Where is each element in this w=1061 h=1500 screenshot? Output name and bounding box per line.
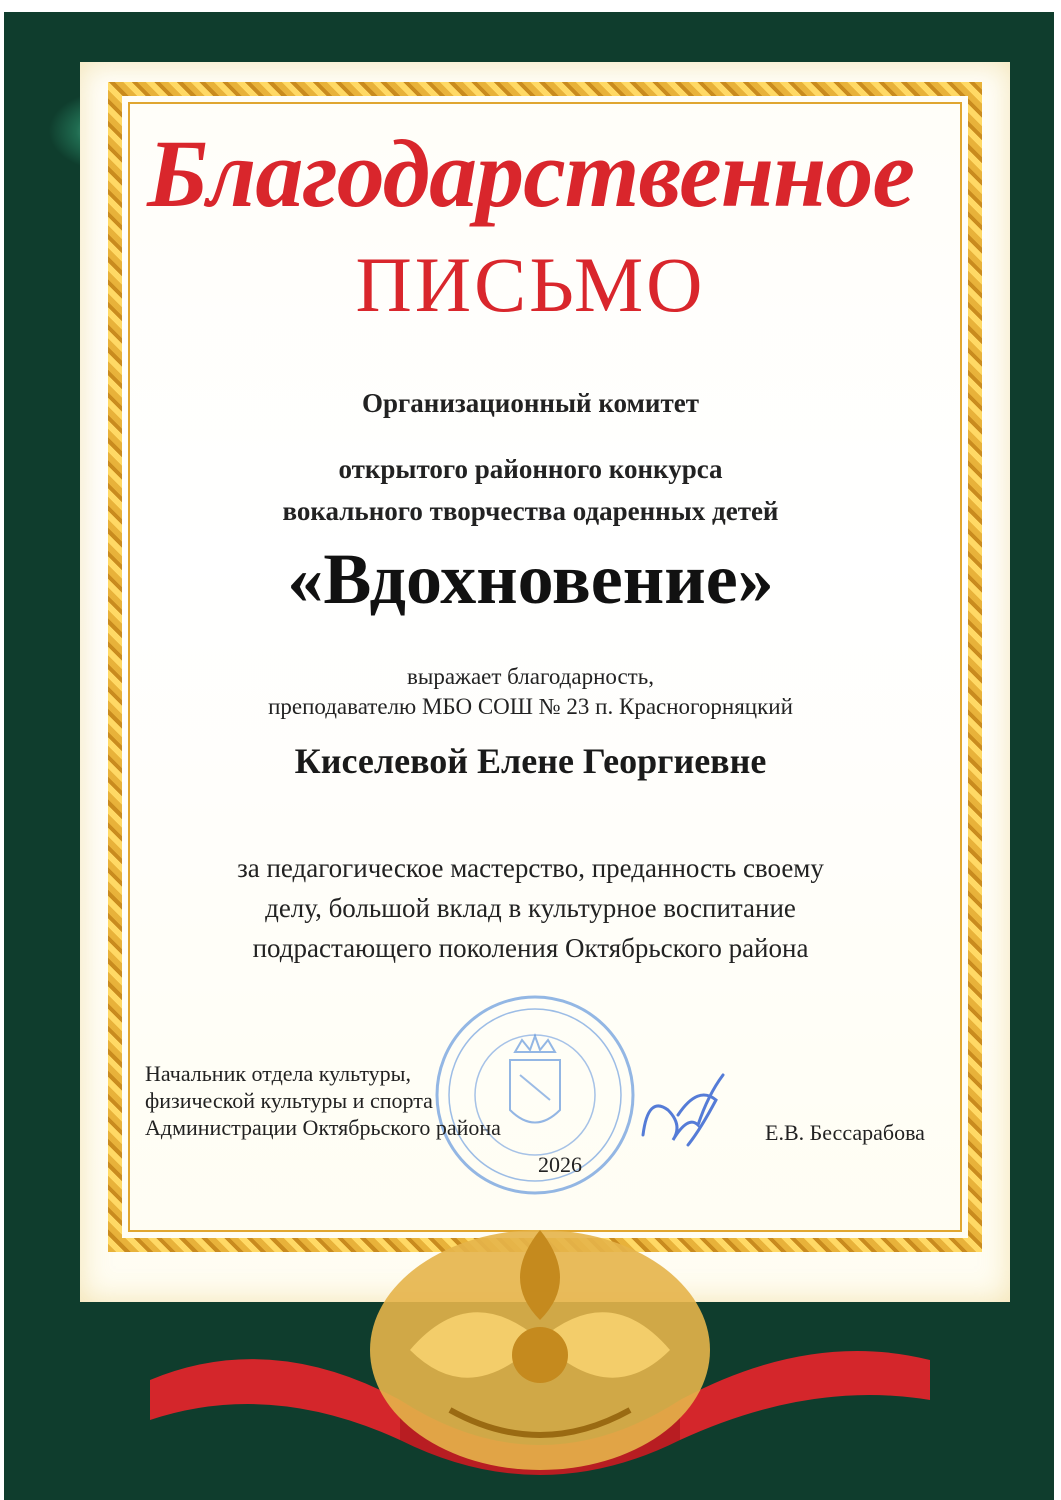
contest-name: «Вдохновение» [287, 539, 774, 619]
bottom-ornament [150, 1180, 930, 1500]
gratitude-intro [0, 662, 1061, 722]
contest-line-1: открытого районного конкурса [338, 454, 723, 484]
recipient-name: Киселевой Елене Георгиевне [294, 741, 767, 781]
signer-title-line-2: физической культуры и спорта [145, 1088, 433, 1113]
contest-line-2: вокального творчества одаренных детей [282, 496, 779, 526]
reason-line-1: за педагогическое мастерство, преданность своему [237, 853, 824, 883]
signer-title-line-3: Администрации Октябрьского района [145, 1115, 501, 1140]
position-line: преподавателю МБО СОШ № 23 п. Красногорняцкий [268, 694, 793, 719]
signer-title-line-1: Начальник отдела культуры, [145, 1061, 411, 1086]
contest-description [0, 448, 1061, 532]
reason-line-2: делу, большой вклад в культурное воспитание [265, 893, 796, 923]
reason-line-3: подрастающего поколения Октябрьского района [252, 933, 809, 963]
expresses-line: выражает благодарность, [407, 664, 654, 689]
signer-title [145, 1060, 501, 1141]
organizer-line: Организационный комитет [362, 388, 699, 418]
reason-paragraph [0, 848, 1061, 968]
signer-name: Е.В. Бессарабова [765, 1120, 925, 1145]
title-caps: ПИСЬМО [355, 241, 706, 328]
year-label: 2026 [538, 1152, 582, 1177]
handwritten-signature [628, 1055, 738, 1165]
title-script: Благодарственное [147, 120, 914, 227]
